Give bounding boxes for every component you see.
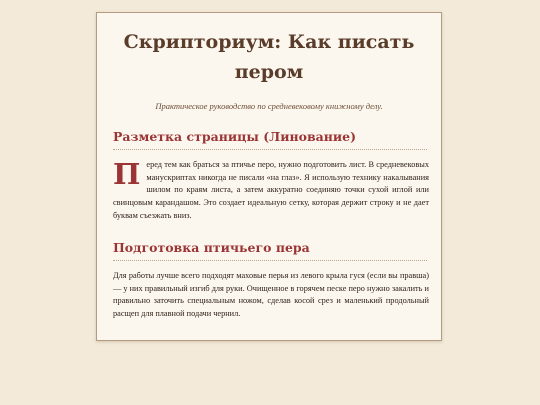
paragraph-text: еред тем как браться за птичье перо, нужно подготовить лист. В средневековых манускриптах никогда не писали «на глаз». Я использую технику накалывания шилом по краям листа, а затем аккуратно соединяю точки сухой иглой или свинцовым карандашом. Это создает идеальную сетку, которая держит строку и не дает буквам съезжать вниз. bbox=[113, 160, 429, 220]
article-page bbox=[96, 12, 442, 341]
section-paragraph-quill: Для работы лучше всего подходят маховые перья из левого крыла гуся (если вы правша) — у них правильный изгиб для руки. Очищенное в горячем песке перо нужно закалить и правильно заточить специальным ножом, сделав косой срез и маленький продольный расщеп для плавной подачи чернил. bbox=[113, 271, 429, 319]
article-title: Скрипториум: Как писать пером bbox=[123, 31, 415, 83]
section-heading-ruling: Разметка страницы (Линование) bbox=[113, 129, 427, 150]
section-paragraph-ruling bbox=[113, 159, 429, 223]
drop-cap: П bbox=[113, 157, 141, 191]
article-subtitle: Практическое руководство по средневековому книжному делу. bbox=[155, 101, 383, 111]
section-heading-quill: Подготовка птичьего пера bbox=[113, 240, 427, 261]
